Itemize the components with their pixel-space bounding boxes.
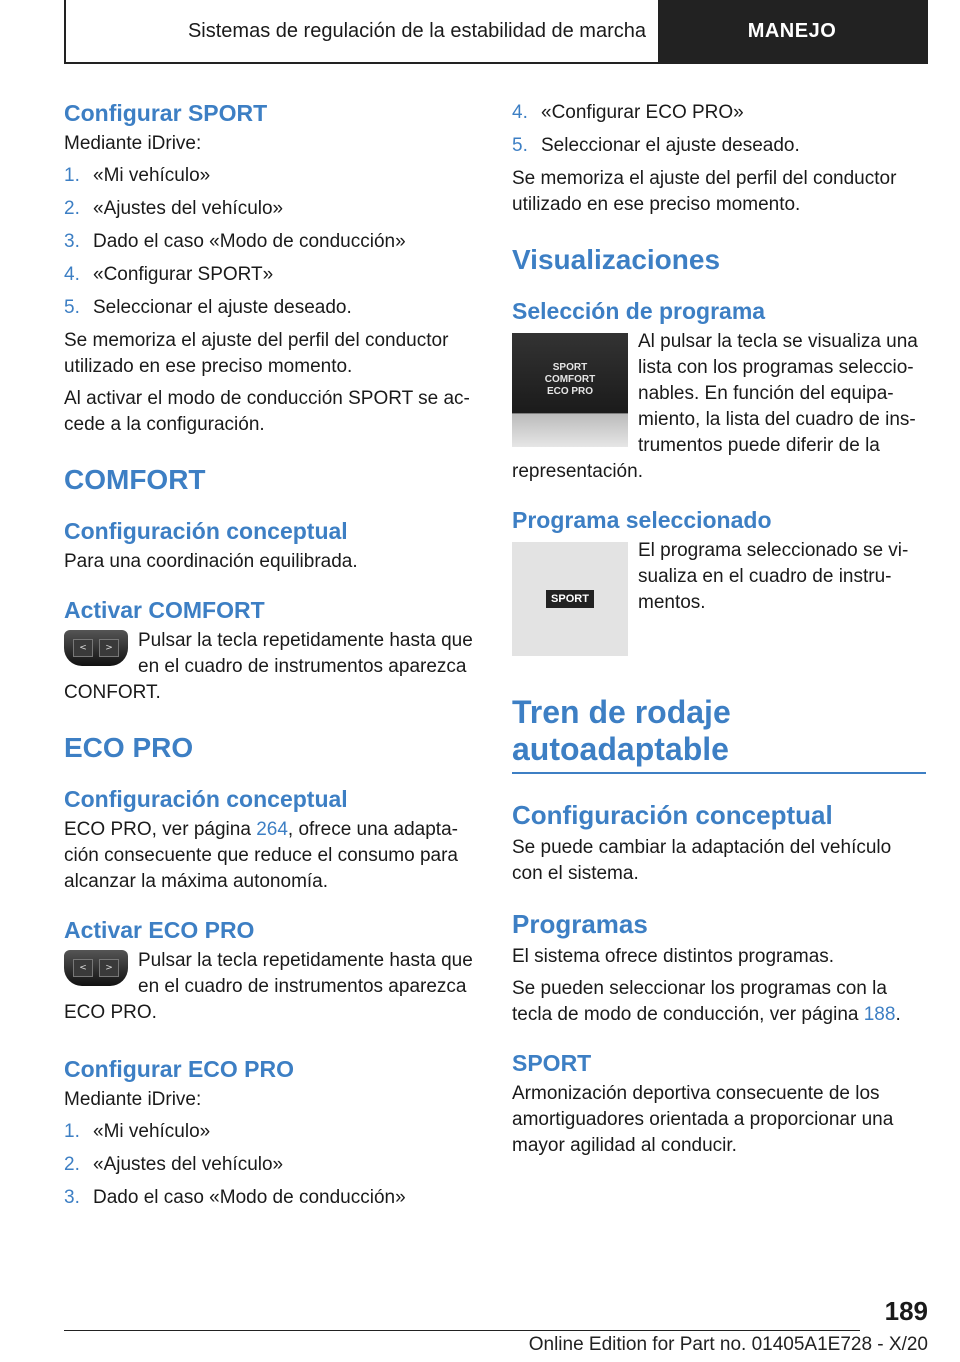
program-selected-block [512,538,926,660]
right-column [512,100,926,1165]
sport-config-note: Se memoriza el ajuste del perfil del conductor utilizado en ese preciso momento. [64,330,449,377]
list-item: 2. «Ajustes del vehículo» [64,198,284,219]
section-label: MANEJO [658,0,926,62]
sport-activate-note: Al activar el modo de conducción SPORT se ac-cede a la configuración. [64,388,470,435]
list-item: 2. «Ajustes del vehículo» [64,1154,284,1175]
list-item: 4. «Configurar SPORT» [64,264,274,285]
programs-heading: Programas [512,909,648,939]
page-link[interactable]: 264 [256,819,288,840]
eco-config-intro: Mediante iDrive: [64,1089,202,1110]
list-item: 1. «Mi vehículo» [64,165,211,186]
driving-mode-button-icon: < > [64,630,128,666]
program-selected-text: El programa seleccionado se vi-sualiza en el cuadro de instru-mentos. [638,540,909,613]
visualizations-heading: Visualizaciones [512,244,721,275]
list-item: 5. Seleccionar el ajuste deseado. [64,297,352,318]
driving-mode-button-icon: < > [64,950,128,986]
chassis-concept-text: Se puede cambiar la adaptación del vehículo con el sistema. [512,837,892,884]
comfort-concept-text: Para una coordinación equilibrada. [64,551,358,572]
comfort-heading: COMFORT [64,464,206,495]
program-select-heading: Selección de programa [512,298,766,324]
list-item: 4. «Configurar ECO PRO» [512,102,744,123]
program-select-block [512,329,926,485]
eco-activate-heading: Activar ECO PRO [64,917,255,943]
footer-divider [64,1330,860,1331]
sport-text: Armonización deportiva consecuente de los amortiguadores orientada a proporcionar una mayor agilidad al conducir. [512,1083,894,1156]
comfort-activate-text: Pulsar la tecla repetidamente hasta que en el cuadro de instrumentos aparezca CONFORT. [64,630,473,703]
sport-config-heading: Configurar SPORT [64,100,268,126]
program-select-text: Al pulsar la tecla se visualiza una lista con los programas seleccio-nables. En función del equipa-miento, la lista del cuadro de ins-trumentos puede diferir de la representación. [512,331,918,482]
eco-concept-heading: Configuración conceptual [64,786,348,812]
sport-config-steps [64,163,478,321]
eco-config-note: Se memoriza el ajuste del perfil del conductor utilizado en ese preciso momento. [512,168,897,215]
chassis-heading: Tren de rodaje autoadaptable [512,694,926,774]
sport-heading: SPORT [512,1050,592,1076]
programs-text-2: Se pueden seleccionar los programas con la tecla de modo de conducción, ver página 188. [512,978,901,1025]
sport-config-intro: Mediante iDrive: [64,133,202,154]
eco-config-heading: Configurar ECO PRO [64,1056,295,1082]
list-item: 5. Seleccionar el ajuste deseado. [512,135,800,156]
eco-config-steps-continued [512,100,926,159]
list-item: 3. Dado el caso «Modo de conducción» [64,1187,406,1208]
eco-config-steps [64,1119,478,1211]
program-selected-display-image: SPORT [512,542,628,656]
program-list-display-image: SPORT COMFORT ECO PRO [512,333,628,447]
eco-activate-text: Pulsar la tecla repetidamente hasta que en el cuadro de instrumentos aparezca ECO PRO. [64,950,473,1023]
chassis-concept-heading: Configuración conceptual [512,800,833,830]
eco-heading: ECO PRO [64,732,194,763]
programs-text-1: El sistema ofrece distintos programas. [512,946,835,967]
eco-activate-block [64,948,478,1026]
eco-concept-text: ECO PRO, ver página 264, ofrece una adapta-ción consecuente que reduce el consumo para alcanzar la máxima autonomía. [64,819,458,892]
comfort-concept-heading: Configuración conceptual [64,518,348,544]
program-selected-heading: Programa seleccionado [512,507,772,533]
left-column [64,100,478,1218]
header-title: Sistemas de regulación de la estabilidad de marcha [187,19,646,42]
comfort-activate-heading: Activar COMFORT [64,597,265,623]
page-header [64,0,928,64]
list-item: 1. «Mi vehículo» [64,1121,211,1142]
list-item: 3. Dado el caso «Modo de conducción» [64,231,406,252]
footer-edition: Online Edition for Part no. 01405A1E728 - X/20 [528,1334,928,1355]
comfort-activate-block [64,628,478,706]
page-link[interactable]: 188 [863,1004,896,1025]
page-number: 189 [884,1296,928,1326]
